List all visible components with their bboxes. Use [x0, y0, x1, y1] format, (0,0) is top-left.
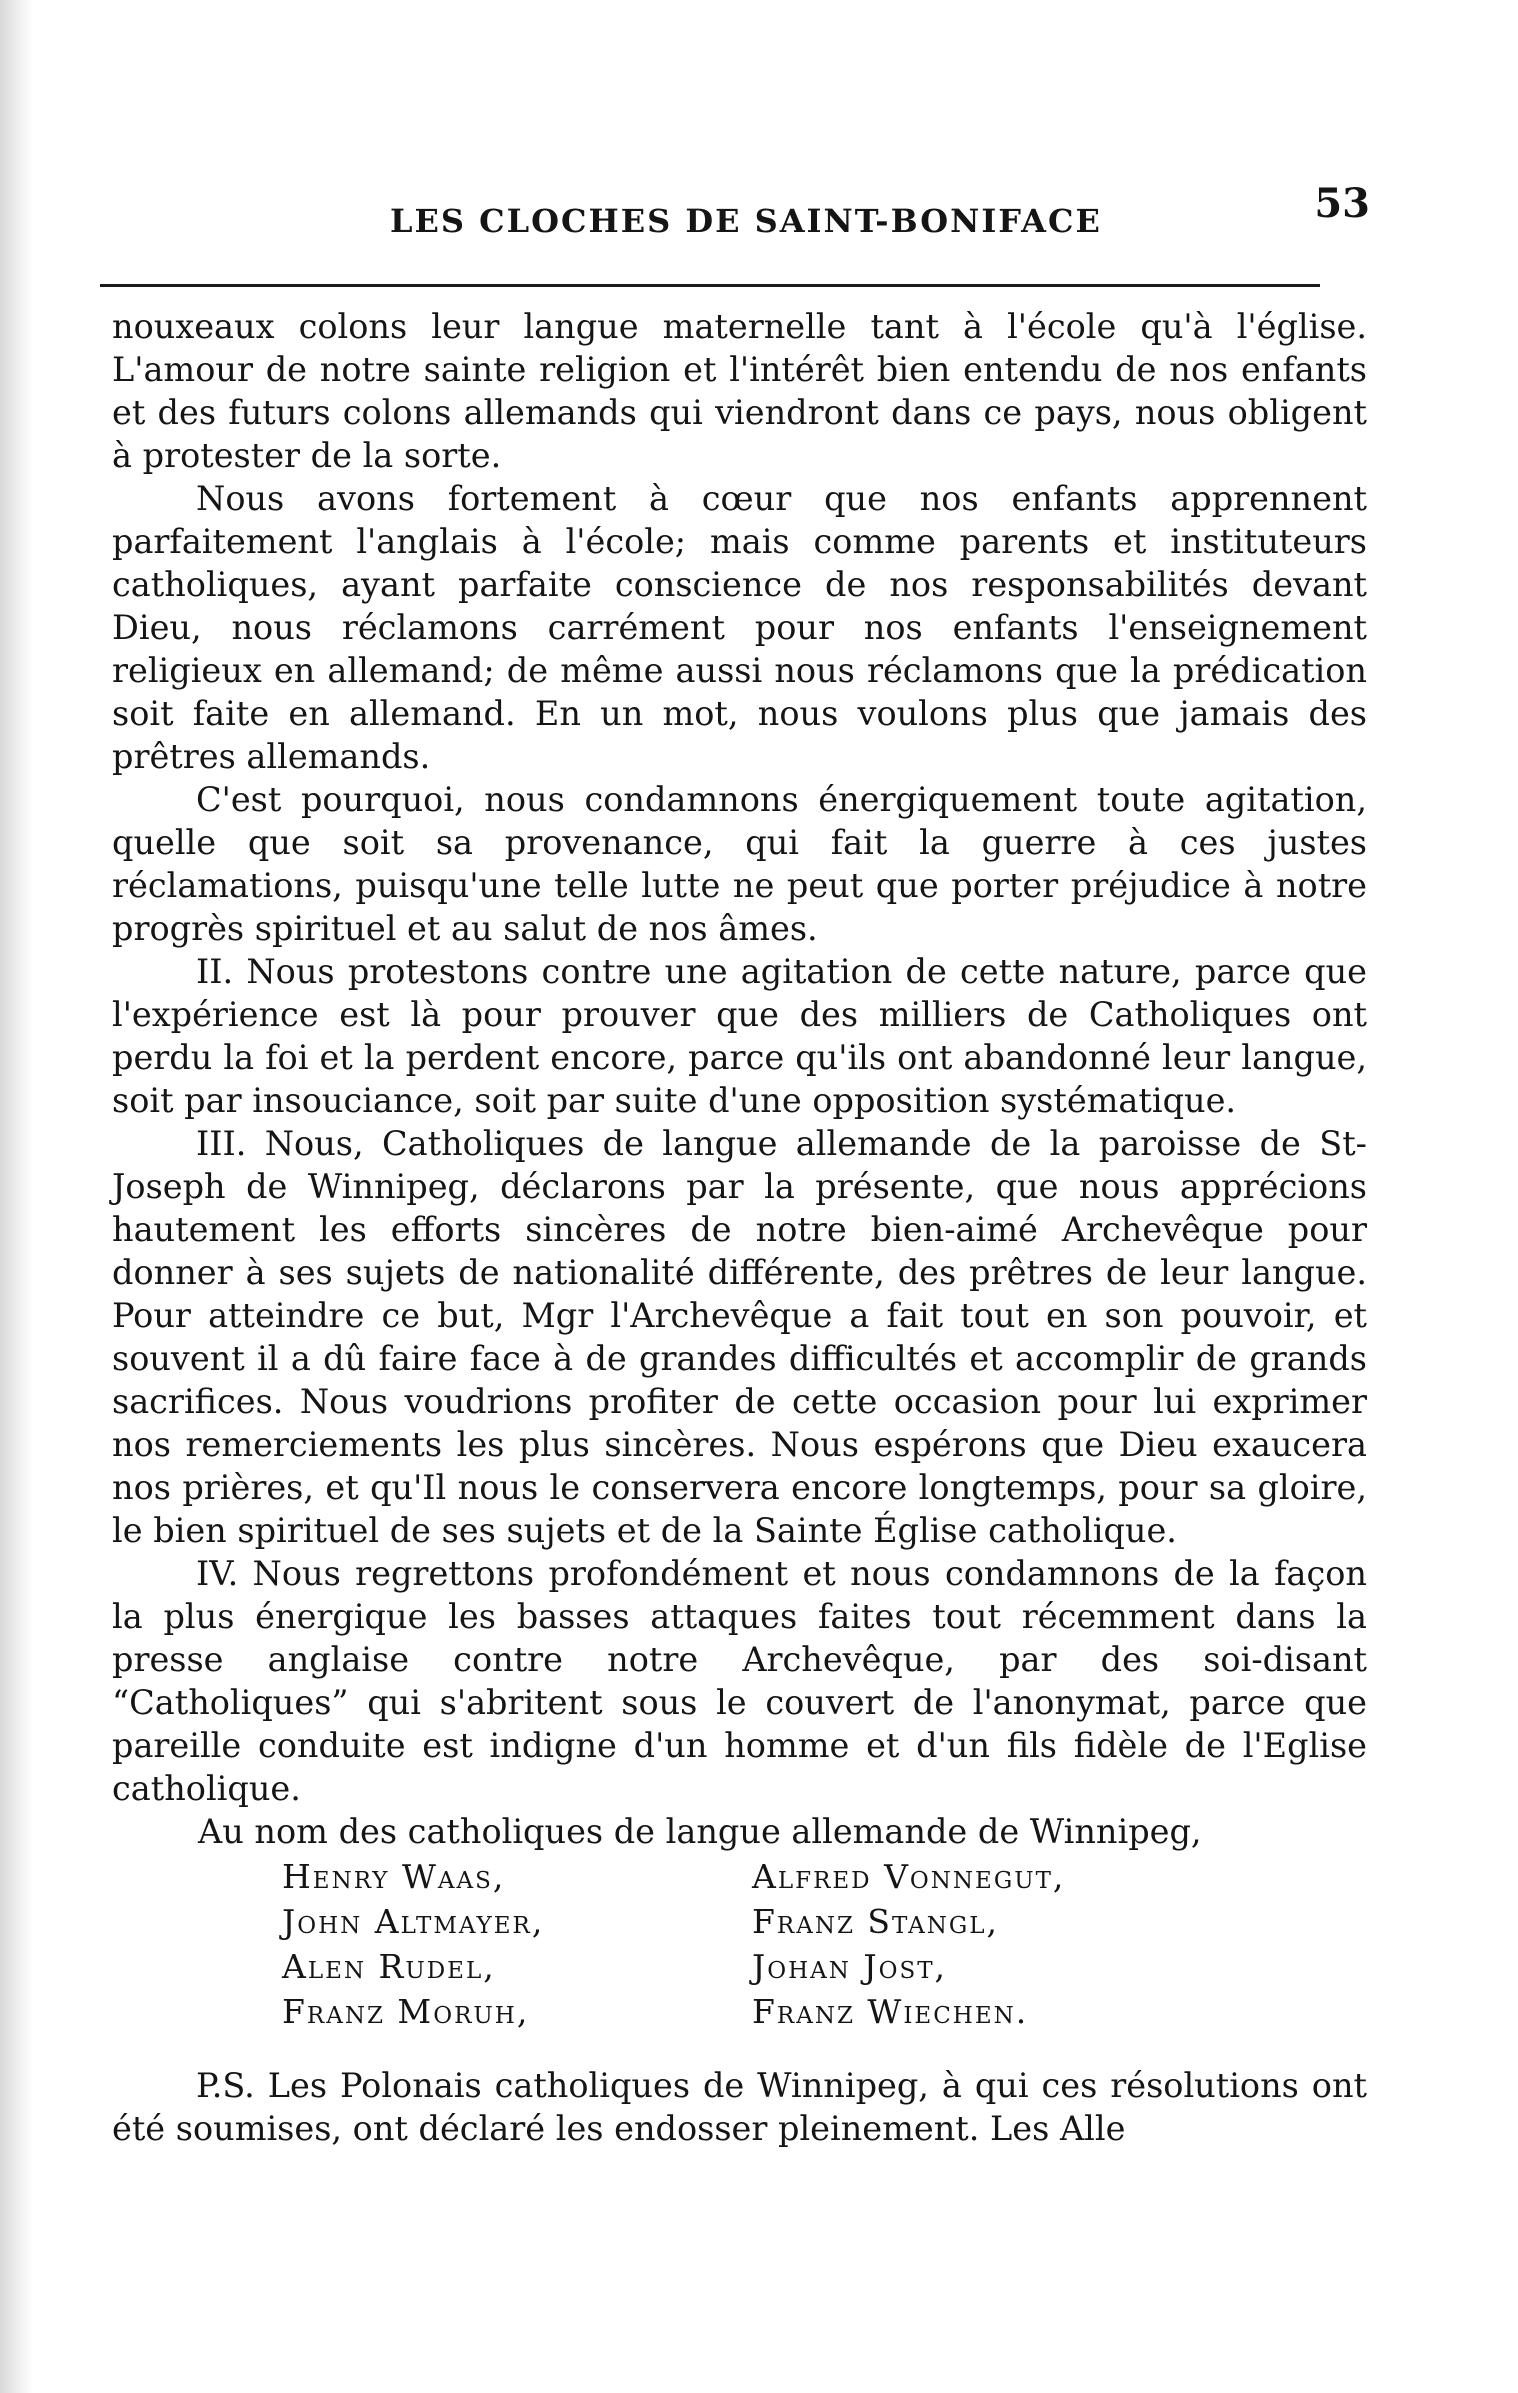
paragraph-condemnation: C'est pourquoi, nous condamnons énergiquement toute agitation, quelle que soit sa provenance, qui fait la guerre à ces justes réclamations, puisqu'une telle lutte ne peut que porter préjudice à notre progrès spirituel et au salut de nos âmes. [112, 780, 1367, 948]
signature: Franz Moruh, [282, 1992, 530, 2031]
page-header [110, 180, 1370, 270]
paragraph-german-instruction: Nous avons fortement à cœur que nos enfants apprennent parfaitement l'anglais à l'école; mais comme parents et instituteurs catholiques, ayant parfaite conscience de nos responsabilités devant Dieu, nous réclamons carrément pour nos enfants l'enseignement religieux en allemand; de même aussi nous réclamons que la prédication soit faite en allemand. En un mot, nous voulons plus que jamais des prêtres allemands. [112, 479, 1367, 776]
signature: Henry Waas, [282, 1857, 506, 1896]
paragraph-continuation: nouxeaux colons leur langue maternelle tant à l'école qu'à l'église. L'amour de notre sainte religion et l'intérêt bien entendu de nos enfants et des futurs colons allemands qui viendront dans ce pays, nous obligent à protester de la sorte. [112, 307, 1367, 475]
signature: Alfred Vonnegut, [752, 1857, 1066, 1896]
scan-edge-shadow [0, 0, 34, 2393]
header-rule [100, 284, 1320, 287]
running-title: LES CLOCHES DE SAINT-BONIFACE [390, 202, 1102, 240]
signature: John Altmayer, [282, 1902, 545, 1941]
paragraph-resolution-iv: IV. Nous regrettons profondément et nous condamnons de la façon la plus énergique les basses attaques faites tout récemment dans la presse anglaise contre notre Archevêque, par des soi-disant “Catholiques” qui s'abritent sous le couvert de l'anonymat, parce que pareille conduite est indigne d'un homme et d'un fils fidèle de l'Eglise catholique. [112, 1554, 1367, 1808]
signature: Alen Rudel, [282, 1947, 496, 1986]
body-text [112, 305, 1367, 2150]
signature: Franz Wiechen. [752, 1992, 1029, 2031]
paragraph-resolution-iii: III. Nous, Catholiques de langue allemande de la paroisse de St-Joseph de Winnipeg, déclarons par la présente, que nous apprécions hautement les efforts sincères de notre bien-aimé Archevêque pour donner à ses sujets de nationalité différente, des prêtres de leur langue. Pour atteindre ce but, Mgr l'Archevêque a fait tout en son pouvoir, et souvent il a dû faire face à de grandes difficultés et accomplir de grands sacrifices. Nous voudrions profiter de cette occasion pour lui exprimer nos remerciements les plus sincères. Nous espérons que Dieu exaucera nos prières, et qu'Il nous le conservera encore longtemps, pour sa gloire, le bien spirituel de ses sujets et de la Sainte Église catholique. [112, 1124, 1367, 1550]
signature-list [282, 1855, 1367, 2034]
signature: Johan Jost, [752, 1947, 948, 1986]
paragraph-resolution-ii: II. Nous protestons contre une agitation de cette nature, parce que l'expérience est là pour prouver que des milliers de Catholiques ont perdu la foi et la perdent encore, parce qu'ils ont abandonné leur langue, soit par insouciance, soit par suite d'une opposition systématique. [112, 952, 1367, 1120]
postscript: P.S. Les Polonais catholiques de Winnipeg, à qui ces résolutions ont été soumises, ont déclaré les endosser pleinement. Les Alle [112, 2066, 1367, 2148]
closing-line: Au nom des catholiques de langue allemande de Winnipeg, [198, 1812, 1202, 1851]
page-number: 53 [1314, 180, 1370, 227]
signature: Franz Stangl, [752, 1902, 999, 1941]
